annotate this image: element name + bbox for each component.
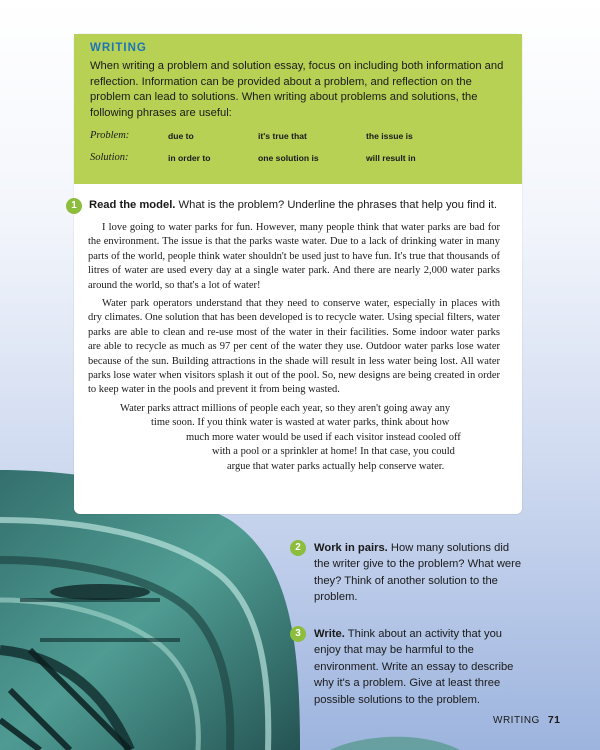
footer-section: WRITING xyxy=(493,715,540,726)
essay-paragraph: Water park operators understand that they need to conserve water, especially in places with dry climates. One solution that has been developed is to recycle water. Using special filters, water parks are able to clean and re-use most of the water in their facilities. Some indoor water parks are able to recycle as much as 97 per cent of the water they use. Outdoor water parks lose water because of the sun. Building attractions in the shade will result in less water being lost. All water parks lose water when visitors splash it out of the pool. So, new designs are being created in order to keep water in the pools and prevent it from being wasted. xyxy=(88,298,500,396)
problem-phrase: it's true that xyxy=(258,130,307,141)
problem-phrase: due to xyxy=(168,130,194,141)
essay-line: time soon. If you think water is wasted at water parks, think about how xyxy=(151,417,450,429)
task-1-instruction xyxy=(89,198,497,213)
solution-phrases-row xyxy=(90,152,506,163)
task-3-heading: Write. xyxy=(314,628,345,640)
writing-title: WRITING xyxy=(90,42,147,54)
task-1 xyxy=(66,198,522,214)
task-2-heading: Work in pairs. xyxy=(314,542,388,554)
task-3-text: Think about an activity that you enjoy that may be harmful to the environment. Write an essay to describe why it's a problem. Give at least three possible solutions to the problem. xyxy=(314,628,514,706)
writing-intro: When writing a problem and solution essay, focus on including both information and reflection. Information can be provided about a problem, and reflection on the problem can lead to solutions. When writing about problems and solutions, the following phrases are useful: xyxy=(90,60,504,120)
problem-phrase: the issue is xyxy=(366,130,413,141)
task-1-heading: Read the model. xyxy=(89,199,176,211)
solution-phrase: in order to xyxy=(168,152,211,163)
solution-phrase: will result in xyxy=(366,152,416,163)
content-card xyxy=(71,34,522,514)
essay-line: argue that water parks actually help conserve water. xyxy=(227,460,445,472)
problem-label: Problem: xyxy=(90,129,130,141)
task-2-text: How many solutions did the writer give to the problem? What were they? Think of another solution to the problem. xyxy=(314,542,522,604)
task-number-badge: 1 xyxy=(66,198,82,214)
essay-paragraph xyxy=(88,402,500,474)
solution-label: Solution: xyxy=(90,151,129,163)
essay-line: Water parks attract millions of people each year, so they aren't going away any xyxy=(120,402,451,414)
task-3-instruction xyxy=(314,626,524,708)
essay-line: with a pool or a sprinkler at home! In that case, you could xyxy=(212,446,455,458)
task-number-badge: 2 xyxy=(290,540,306,556)
task-2-instruction xyxy=(314,540,524,606)
page-footer xyxy=(493,714,561,726)
model-essay xyxy=(74,214,522,474)
task-3 xyxy=(290,626,530,708)
solution-phrase: one solution is xyxy=(258,152,319,163)
writing-tips-box xyxy=(74,34,522,184)
problem-phrases-row xyxy=(90,130,506,141)
page-number: 71 xyxy=(547,714,561,726)
essay-line: much more water would be used if each visitor instead cooled off xyxy=(186,431,461,443)
task-number-badge: 3 xyxy=(290,626,306,642)
essay-paragraph: I love going to water parks for fun. However, many people think that water parks are bad for the environment. The issue is that the parks waste water. Due to a lack of drinking water in many parts of the world, people think water shouldn't be used just to have fun. It's true that thousands of litres of water are used every day at a single water park. And there are nearly 2,000 water parks around the world, so that's a lot of water! xyxy=(88,222,500,291)
task-1-text: What is the problem? Underline the phrases that help you find it. xyxy=(178,199,497,211)
task-2 xyxy=(290,540,530,606)
